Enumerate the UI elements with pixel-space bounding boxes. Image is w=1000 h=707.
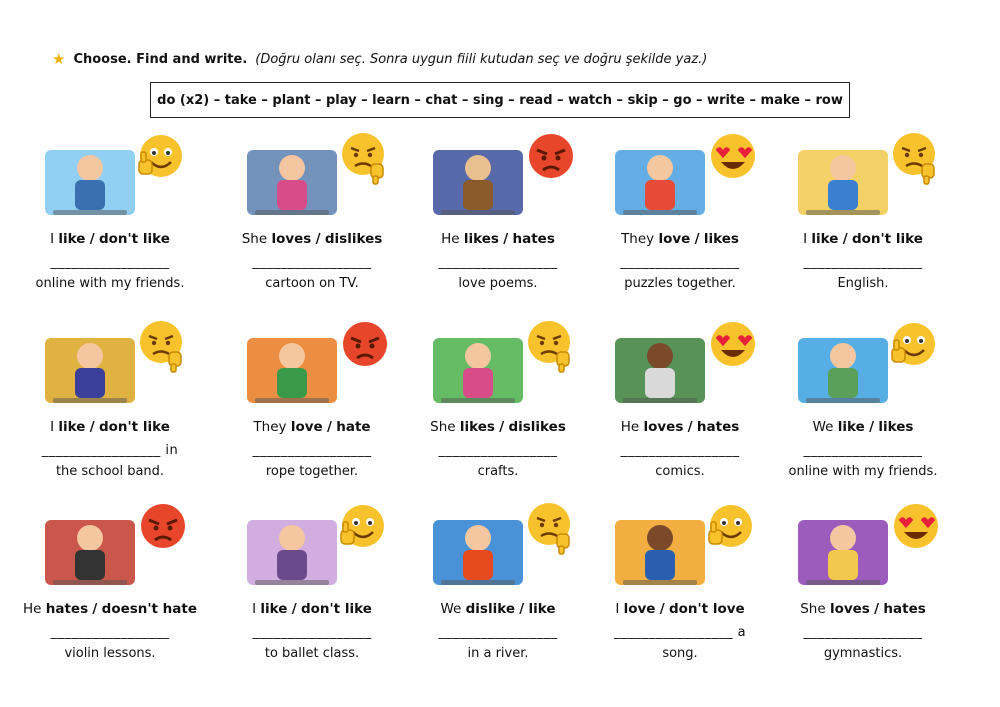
answer-blank[interactable] bbox=[590, 255, 770, 270]
option-2[interactable]: hates bbox=[696, 419, 740, 435]
illustration-image bbox=[778, 318, 948, 413]
answer-blank[interactable] bbox=[20, 625, 200, 640]
blank-line[interactable]: _________________ bbox=[438, 443, 558, 458]
subject-text: They bbox=[253, 419, 287, 435]
option-1[interactable]: like bbox=[260, 601, 288, 617]
blank-line[interactable]: _________________ bbox=[803, 255, 923, 270]
angry-face-icon bbox=[137, 500, 193, 556]
choice-line: She loves / dislikes bbox=[241, 231, 383, 247]
exercise-item bbox=[20, 130, 200, 291]
choice-line: He likes / hates bbox=[441, 231, 555, 247]
choice-line: He hates / doesn't hate bbox=[22, 601, 198, 617]
instruction-bold: Choose. Find and write. bbox=[73, 51, 248, 67]
option-2[interactable]: like bbox=[528, 601, 556, 617]
blank-suffix: a bbox=[737, 625, 747, 640]
illustration-image bbox=[25, 318, 195, 413]
instruction-italic: (Doğru olanı seç. Sonra uygun fiili kutudan seç ve doğru şekilde yaz.) bbox=[255, 51, 708, 67]
answer-blank[interactable] bbox=[408, 443, 588, 458]
completion-text: song. bbox=[662, 646, 698, 661]
subject-text: She bbox=[800, 601, 826, 617]
blank-line[interactable]: _________________ bbox=[252, 255, 372, 270]
subject-text: He bbox=[22, 601, 42, 617]
option-2[interactable]: dislikes bbox=[324, 231, 383, 247]
option-2[interactable]: don't like bbox=[300, 601, 372, 617]
blank-line[interactable]: _________________ bbox=[50, 255, 170, 270]
option-1[interactable]: dislike bbox=[465, 601, 515, 617]
option-2[interactable]: hate bbox=[336, 419, 371, 435]
thumbs-up-emoji-icon bbox=[339, 500, 395, 556]
subject-text: I bbox=[252, 601, 257, 617]
subject-text: I bbox=[50, 231, 55, 247]
completion-text: love poems. bbox=[458, 276, 538, 291]
heart-eyes-icon bbox=[707, 318, 763, 374]
answer-blank[interactable] bbox=[20, 443, 200, 458]
answer-blank[interactable] bbox=[20, 255, 200, 270]
choice-line: I love / don't love bbox=[615, 601, 745, 617]
answer-blank[interactable] bbox=[222, 255, 402, 270]
blank-line[interactable]: _________________ bbox=[438, 625, 558, 640]
answer-blank[interactable] bbox=[590, 625, 770, 640]
choice-line: We like / likes bbox=[812, 419, 914, 435]
option-1[interactable]: like bbox=[58, 231, 86, 247]
option-2[interactable]: don't like bbox=[98, 419, 170, 435]
subject-text: I bbox=[50, 419, 55, 435]
subject-text: I bbox=[803, 231, 808, 247]
blank-line[interactable]: _________________ bbox=[620, 255, 740, 270]
answer-blank[interactable] bbox=[222, 443, 402, 458]
exercise-item bbox=[408, 318, 588, 479]
completion-text: in a river. bbox=[467, 646, 529, 661]
option-1[interactable]: like bbox=[837, 419, 865, 435]
option-2[interactable]: don't love bbox=[668, 601, 745, 617]
exercise-item bbox=[408, 130, 588, 291]
option-1[interactable]: love bbox=[623, 601, 656, 617]
option-2[interactable]: likes bbox=[703, 231, 739, 247]
choice-line: He loves / hates bbox=[620, 419, 740, 435]
option-1[interactable]: love bbox=[290, 419, 323, 435]
choice-line: They love / likes bbox=[621, 231, 739, 247]
blank-line[interactable]: _________________ bbox=[613, 625, 733, 640]
option-2[interactable]: don't like bbox=[851, 231, 923, 247]
answer-blank[interactable] bbox=[590, 443, 770, 458]
exercise-item bbox=[222, 318, 402, 479]
option-1[interactable]: like bbox=[58, 419, 86, 435]
blank-line[interactable]: _________________ bbox=[438, 255, 558, 270]
blank-line[interactable]: _________________ bbox=[803, 625, 923, 640]
thumbs-down-emoji-icon bbox=[137, 318, 193, 374]
subject-text: I bbox=[615, 601, 620, 617]
exercise-item bbox=[590, 500, 770, 661]
choice-line: I like / don't like bbox=[50, 419, 170, 435]
exercise-item bbox=[222, 130, 402, 291]
choice-line: I like / don't like bbox=[50, 231, 170, 247]
option-2[interactable]: dislikes bbox=[508, 419, 566, 435]
completion-text: cartoon on TV. bbox=[265, 276, 359, 291]
exercise-item bbox=[773, 318, 953, 479]
option-1[interactable]: like bbox=[811, 231, 839, 247]
thumbs-up-emoji-icon bbox=[890, 318, 946, 374]
choice-line: We dislike / like bbox=[440, 601, 556, 617]
exercise-item bbox=[222, 500, 402, 661]
option-2[interactable]: hates bbox=[883, 601, 926, 617]
choice-line: They love / hate bbox=[253, 419, 371, 435]
choice-line: She loves / hates bbox=[800, 601, 926, 617]
thumbs-down-emoji-icon bbox=[525, 318, 581, 374]
blank-line[interactable]: _________________ bbox=[803, 443, 923, 458]
illustration-image bbox=[227, 500, 397, 595]
exercise-item bbox=[20, 500, 200, 661]
illustration-image bbox=[227, 318, 397, 413]
completion-text: puzzles together. bbox=[624, 276, 736, 291]
choice-line: She likes / dislikes bbox=[430, 419, 566, 435]
option-1[interactable]: hates bbox=[45, 601, 89, 617]
subject-text: She bbox=[241, 231, 268, 247]
heart-eyes-icon bbox=[890, 500, 946, 556]
completion-text: violin lessons. bbox=[64, 646, 156, 661]
illustration-image bbox=[227, 130, 397, 225]
option-2[interactable]: don't like bbox=[98, 231, 170, 247]
illustration-image bbox=[25, 130, 195, 225]
thumbs-up-emoji-icon bbox=[707, 500, 763, 556]
completion-text: to ballet class. bbox=[264, 646, 360, 661]
angry-face-icon bbox=[525, 130, 581, 186]
option-1[interactable]: love bbox=[658, 231, 691, 247]
blank-line[interactable]: _________________ bbox=[41, 443, 161, 458]
illustration-image bbox=[595, 130, 765, 225]
illustration-image bbox=[413, 500, 583, 595]
subject-text: They bbox=[621, 231, 655, 247]
choice-line: I like / don't like bbox=[803, 231, 923, 247]
option-1[interactable]: loves bbox=[271, 231, 312, 247]
option-2[interactable]: doesn't hate bbox=[101, 601, 198, 617]
subject-text: We bbox=[812, 419, 834, 435]
subject-text: He bbox=[620, 419, 640, 435]
illustration-image bbox=[595, 318, 765, 413]
subject-text: She bbox=[430, 419, 456, 435]
exercise-item bbox=[408, 500, 588, 661]
completion-text: comics. bbox=[655, 464, 705, 479]
completion-text: the school band. bbox=[55, 464, 165, 479]
option-2[interactable]: likes bbox=[878, 419, 914, 435]
illustration-image bbox=[25, 500, 195, 595]
option-1[interactable]: likes bbox=[463, 231, 499, 247]
illustration-image bbox=[595, 500, 765, 595]
illustration-image bbox=[778, 500, 948, 595]
option-1[interactable]: loves bbox=[829, 601, 870, 617]
completion-text: crafts. bbox=[477, 464, 519, 479]
answer-blank[interactable] bbox=[773, 443, 953, 458]
exercise-item bbox=[20, 318, 200, 479]
blank-suffix: in bbox=[165, 443, 179, 458]
blank-line[interactable]: _________________ bbox=[252, 443, 372, 458]
thumbs-down-emoji-icon bbox=[339, 130, 395, 186]
subject-text: He bbox=[441, 231, 460, 247]
answer-blank[interactable] bbox=[408, 255, 588, 270]
word-box: do (x2) – take – plant – play – learn – chat – sing – read – watch – skip – go – write – make – row bbox=[150, 82, 850, 118]
thumbs-down-emoji-icon bbox=[525, 500, 581, 556]
completion-text: rope together. bbox=[265, 464, 359, 479]
answer-blank[interactable] bbox=[222, 625, 402, 640]
exercise-item bbox=[773, 130, 953, 291]
option-2[interactable]: hates bbox=[512, 231, 555, 247]
completion-text: online with my friends. bbox=[788, 464, 938, 479]
blank-line[interactable]: _________________ bbox=[252, 625, 372, 640]
exercise-item bbox=[590, 130, 770, 291]
completion-text: English. bbox=[837, 276, 889, 291]
blank-line[interactable]: _________________ bbox=[620, 443, 740, 458]
illustration-image bbox=[413, 130, 583, 225]
star-icon: ★ bbox=[52, 50, 66, 68]
completion-text: online with my friends. bbox=[35, 276, 185, 291]
subject-text: We bbox=[440, 601, 462, 617]
thumbs-down-emoji-icon bbox=[890, 130, 946, 186]
blank-line[interactable]: _________________ bbox=[50, 625, 170, 640]
illustration-image bbox=[778, 130, 948, 225]
exercise-item bbox=[773, 500, 953, 661]
angry-face-icon bbox=[339, 318, 395, 374]
heart-eyes-icon bbox=[707, 130, 763, 186]
thumbs-up-emoji-icon bbox=[137, 130, 193, 186]
answer-blank[interactable] bbox=[408, 625, 588, 640]
answer-blank[interactable] bbox=[773, 255, 953, 270]
instruction bbox=[52, 50, 707, 68]
option-1[interactable]: likes bbox=[459, 419, 495, 435]
exercise-item bbox=[590, 318, 770, 479]
answer-blank[interactable] bbox=[773, 625, 953, 640]
option-1[interactable]: loves bbox=[643, 419, 684, 435]
completion-text: gymnastics. bbox=[823, 646, 903, 661]
choice-line: I like / don't like bbox=[252, 601, 372, 617]
illustration-image bbox=[413, 318, 583, 413]
